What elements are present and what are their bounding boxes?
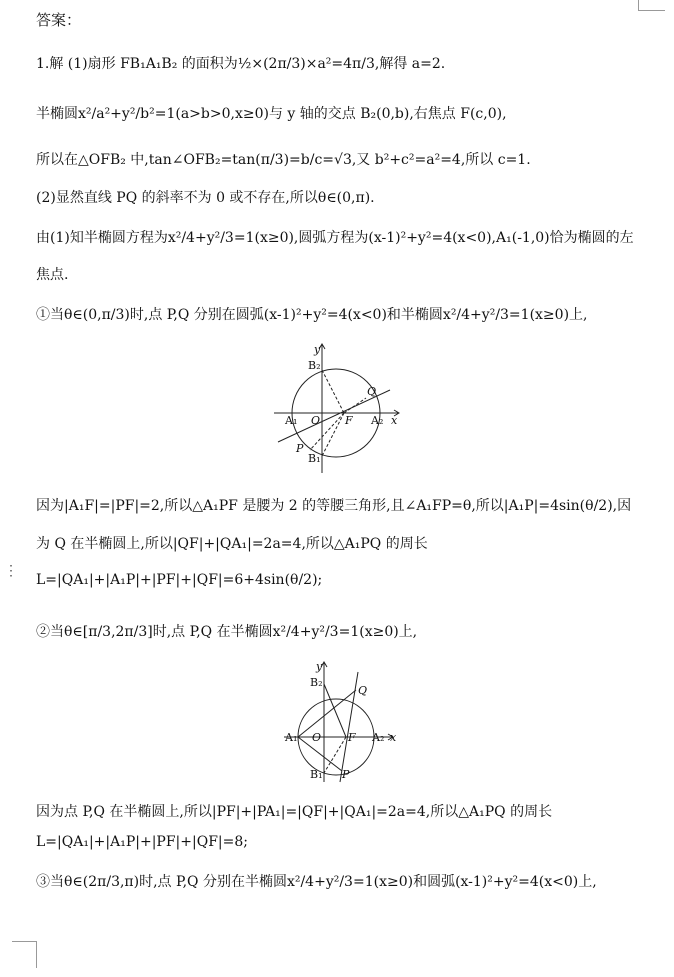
segment-F-Q: [344, 398, 366, 413]
solution-line-4: (2)显然直线 PQ 的斜率不为 0 或不存在,所以θ∈(0,π).: [36, 190, 375, 206]
solution-line-12: 因为点 P,Q 在半椭圆上,所以|PF|+|PA₁|=|QF|+|QA₁|=2a=4,所以△A₁PQ 的周长: [36, 804, 553, 820]
solution-line-2: 半椭圆x²/a²+y²/b²=1(a>b>0,x≥0)与 y 轴的交点 B₂(0,b),右焦点 F(c,0),: [36, 106, 507, 122]
label-O: O: [311, 414, 321, 427]
label-Q: Q: [367, 385, 377, 398]
label-B1: B₁: [310, 768, 323, 781]
segment-F-B1: [322, 413, 344, 456]
solution-line-9: 为 Q 在半椭圆上,所以|QF|+|QA₁|=2a=4,所以△A₁PQ 的周长: [36, 536, 428, 552]
corner-mark-bottom-left: [12, 941, 37, 968]
label-O: O: [312, 731, 322, 744]
solution-line-5: 由(1)知半椭圆方程为x²/4+y²/3=1(x≥0),圆弧方程为(x-1)²+y²=4(x<0),A₁(-1,0)恰为椭圆的左: [36, 230, 634, 246]
label-B1: B₁: [308, 452, 321, 465]
solution-line-1: 1.解 (1)扇形 FB₁A₁B₂ 的面积为½×(2π/3)×a²=4π/3,解得 a=2.: [36, 56, 446, 72]
solution-line-10: L=|QA₁|+|A₁P|+|PF|+|QF|=6+4sin(θ/2);: [36, 572, 323, 588]
label-y: y: [314, 343, 321, 356]
answer-heading: 答案：: [36, 11, 82, 29]
label-A1: A₁: [285, 731, 298, 744]
margin-ellipsis: ⋮: [4, 563, 18, 579]
solution-line-6: 焦点.: [36, 267, 69, 283]
solution-line-11: ②当θ∈[π/3,2π/3]时,点 P,Q 在半椭圆x²/4+y²/3=1(x≥0)上,: [36, 624, 418, 640]
label-A2: A₂: [371, 414, 384, 427]
label-P: P: [342, 768, 350, 781]
label-B2: B₂: [310, 676, 323, 689]
label-y: y: [316, 660, 323, 673]
label-B2: B₂: [308, 359, 321, 372]
label-F: F: [345, 414, 353, 427]
segment-B2-F: [322, 370, 344, 413]
figure-2-diagram: [280, 658, 400, 786]
label-x: x: [391, 414, 398, 427]
label-P: P: [296, 442, 304, 455]
label-A2: A₂: [372, 731, 385, 744]
solution-line-13: L=|QA₁|+|A₁P|+|PF|+|QF|=8;: [36, 834, 248, 850]
solution-line-3: 所以在△OFB₂ 中,tan∠OFB₂=tan(π/3)=b/c=√3,又 b²+c²=a²=4,所以 c=1.: [36, 152, 531, 168]
line-PQ: [340, 672, 358, 782]
segment-B2-F: [324, 684, 346, 737]
label-Q: Q: [358, 684, 368, 697]
solution-line-14: ③当θ∈(2π/3,π)时,点 P,Q 分别在半椭圆x²/4+y²/3=1(x≥0)和圆弧(x-1)²+y²=4(x<0)上,: [36, 874, 597, 890]
figure-1-diagram: [270, 340, 410, 476]
label-F: F: [348, 731, 356, 744]
label-A1: A₁: [285, 414, 298, 427]
solution-line-7: ①当θ∈(0,π/3)时,点 P,Q 分别在圆弧(x-1)²+y²=4(x<0)和半椭圆x²/4+y²/3=1(x≥0)上,: [36, 307, 588, 323]
label-x: x: [390, 731, 397, 744]
solution-line-8: 因为|A₁F|=|PF|=2,所以△A₁PF 是腰为 2 的等腰三角形,且∠A₁FP=θ,所以|A₁P|=4sin(θ/2),因: [36, 498, 632, 514]
